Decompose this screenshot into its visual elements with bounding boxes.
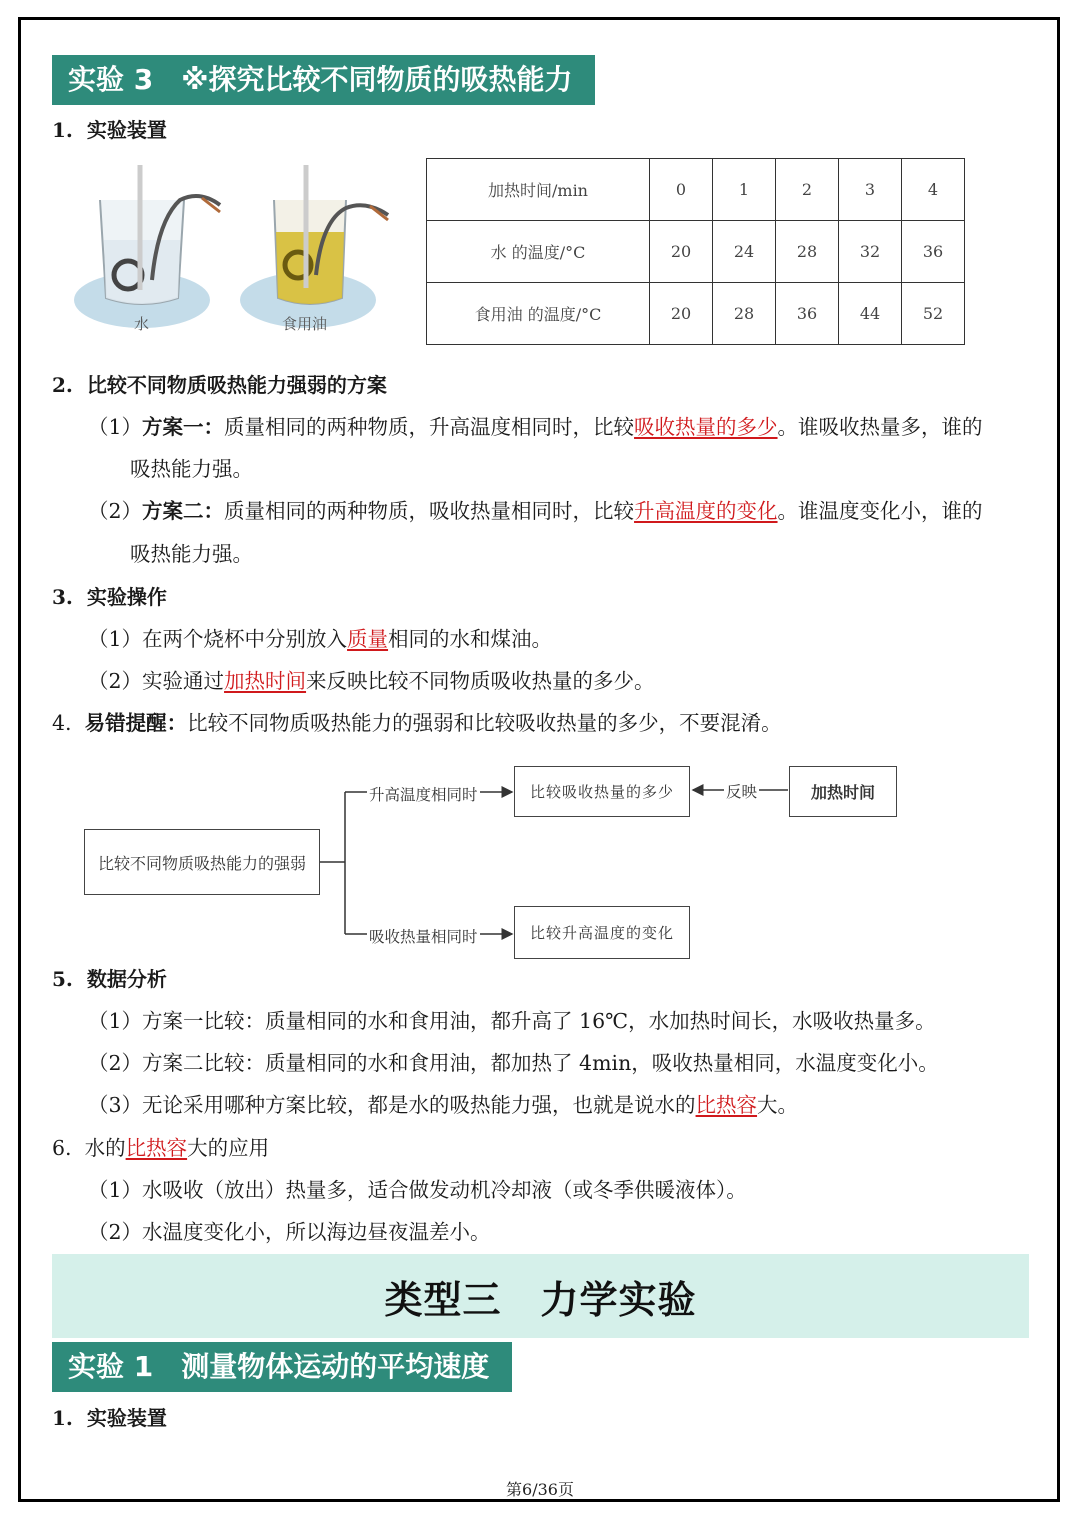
section-heading-experiment-1: 实验 1 测量物体运动的平均速度 xyxy=(52,1342,512,1392)
table-cell: 28 xyxy=(713,283,776,345)
table-cell: 0 xyxy=(650,159,713,221)
analysis-3: （3）无论采用哪种方案比较，都是水的吸热能力强，也就是说水的比热容大。 xyxy=(88,1093,799,1117)
operation-1: （1）在两个烧杯中分别放入质量相同的水和煤油。 xyxy=(88,627,553,651)
answer-blank: 吸收热量的多少 xyxy=(634,415,778,439)
table-cell: 28 xyxy=(776,221,839,283)
plan-two-cont: 吸热能力强。 xyxy=(130,542,253,566)
answer-blank: 比热容 xyxy=(125,1136,188,1160)
analysis-2: （2）方案二比较：质量相同的水和食用油，都加热了 4min，吸收热量相同，水温度变化小。 xyxy=(88,1051,939,1075)
flow-main-box: 比较不同物质吸热能力的强弱 xyxy=(84,829,320,895)
heading-operation: 3. 实验操作 xyxy=(52,585,167,609)
flow-box-temp-change: 比较升高温度的变化 xyxy=(514,906,690,959)
heading-apparatus: 1. 实验装置 xyxy=(52,118,167,142)
table-cell: 2 xyxy=(776,159,839,221)
flow-box-heat-time: 加热时间 xyxy=(789,766,897,817)
heading-data-analysis: 5. 数据分析 xyxy=(52,967,167,991)
section-heading-experiment-3: 实验 3 ※探究比较不同物质的吸热能力 xyxy=(52,55,595,105)
table-cell: 水 的温度/°C xyxy=(427,221,650,283)
table-cell: 4 xyxy=(902,159,965,221)
table-cell: 24 xyxy=(713,221,776,283)
plan-one: （1）方案一：质量相同的两种物质，升高温度相同时，比较吸收热量的多少。谁吸收热量多，谁的 xyxy=(88,415,983,439)
plan-two: （2）方案二：质量相同的两种物质，吸收热量相同时，比较升高温度的变化。谁温度变化小，谁的 xyxy=(88,499,983,523)
plan-one-cont: 吸热能力强。 xyxy=(130,457,253,481)
answer-blank: 升高温度的变化 xyxy=(634,499,778,523)
flow-branch-bottom-label: 吸收热量相同时 xyxy=(367,925,480,947)
answer-blank: 质量 xyxy=(347,627,389,651)
water-label: 水 xyxy=(134,315,150,333)
operation-2: （2）实验通过加热时间来反映比较不同物质吸收热量的多少。 xyxy=(88,669,655,693)
table-cell: 1 xyxy=(713,159,776,221)
page-number: 第6/36页 xyxy=(506,1480,574,1499)
table-cell: 20 xyxy=(650,221,713,283)
analysis-1: （1）方案一比较：质量相同的水和食用油，都升高了 16℃，水加热时间长，水吸收热量多。 xyxy=(88,1009,936,1033)
table-cell: 20 xyxy=(650,283,713,345)
heading-reminder: 4. 易错提醒：比较不同物质吸热能力的强弱和比较吸收热量的多少，不要混淆。 xyxy=(52,711,782,735)
application-1: （1）水吸收（放出）热量多，适合做发动机冷却液（或冬季供暖液体）。 xyxy=(88,1178,747,1202)
answer-blank: 比热容 xyxy=(695,1093,758,1117)
table-cell: 44 xyxy=(839,283,902,345)
heading-application: 6. 水的比热容大的应用 xyxy=(52,1136,270,1160)
table-cell: 52 xyxy=(902,283,965,345)
oil-label: 食用油 xyxy=(282,315,328,333)
table-cell: 食用油 的温度/°C xyxy=(427,283,650,345)
heading-apparatus-2: 1. 实验装置 xyxy=(52,1406,167,1430)
category-banner: 类型三 力学实验 xyxy=(52,1254,1029,1338)
flow-box-heat-amount: 比较吸收热量的多少 xyxy=(514,766,690,817)
table-cell: 36 xyxy=(902,221,965,283)
table-cell: 32 xyxy=(839,221,902,283)
flow-reflect-label: 反映 xyxy=(724,780,759,802)
table-cell: 加热时间/min xyxy=(427,159,650,221)
table-cell: 36 xyxy=(776,283,839,345)
answer-blank: 加热时间 xyxy=(224,669,307,693)
heading-plans: 2. 比较不同物质吸热能力强弱的方案 xyxy=(52,373,387,397)
flow-branch-top-label: 升高温度相同时 xyxy=(367,783,480,805)
application-2: （2）水温度变化小，所以海边昼夜温差小。 xyxy=(88,1220,491,1244)
table-cell: 3 xyxy=(839,159,902,221)
